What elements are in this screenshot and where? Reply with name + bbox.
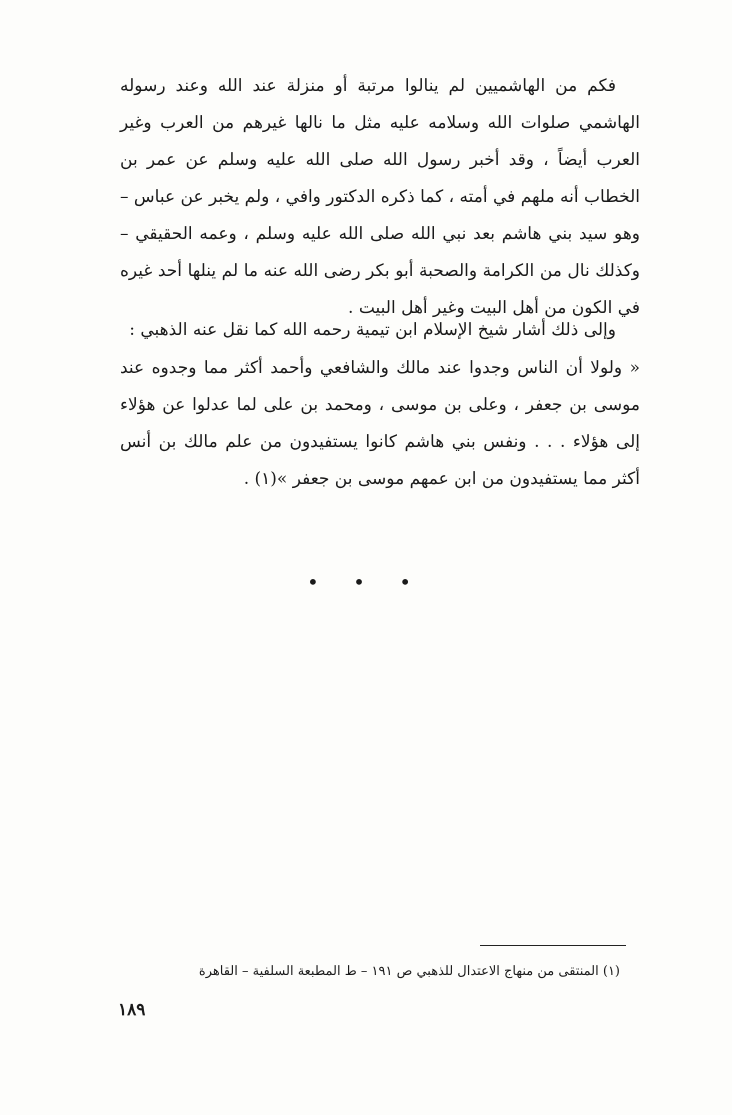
quotation-text: « ولولا أن الناس وجدوا عند مالك والشافعي وأحمد أكثر مما وجدوه عند موسى بن جعفر ، وعلى بن موسى ، ومحمد بن على لما عدلوا عن هؤلاء إلى هؤلاء . . . ونفس بني هاشم كانوا يستفيدون من علم مالك بن أنس أكثر مما يستفيدون من ابن عمهم موسى بن جعفر »(١) . bbox=[120, 358, 640, 489]
footnote: (١) المنتقى من منهاج الاعتدال للذهبي ص ١٩١ – ط المطبعة السلفية – القاهرة bbox=[198, 964, 620, 979]
body-text bbox=[120, 68, 640, 327]
page-number: ١٨٩ bbox=[118, 1000, 146, 1020]
body-text-intro bbox=[120, 312, 640, 349]
paragraph-citation-intro: وإلى ذلك أشار شيخ الإسلام ابن تيمية رحمه الله كما نقل عنه الذهبي : bbox=[129, 320, 616, 340]
footnote-divider bbox=[480, 945, 626, 946]
section-separator: • • • bbox=[306, 570, 426, 594]
paragraph-main: فكم من الهاشميين لم ينالوا مرتبة أو منزلة عند الله وعند رسوله الهاشمي صلوات الله وسلامه عليه مثل ما نالها غيرهم من العرب وغير العرب أيضاً ، وقد أخبر رسول الله صلى الله عليه وسلم عن عمر بن الخطاب أنه ملهم في أمته ، كما ذكره الدكتور وافي ، ولم يخبر عن عباس – وهو سيد بني هاشم بعد نبي الله صلى الله عليه وسلم ، وعمه الحقيقي – وكذلك نال من الكرامة والصحبة أبو بكر رضى الله عنه ما لم ينلها أحد غيره في الكون من أهل البيت وغير أهل البيت . bbox=[120, 76, 640, 318]
quotation-block bbox=[120, 350, 640, 498]
